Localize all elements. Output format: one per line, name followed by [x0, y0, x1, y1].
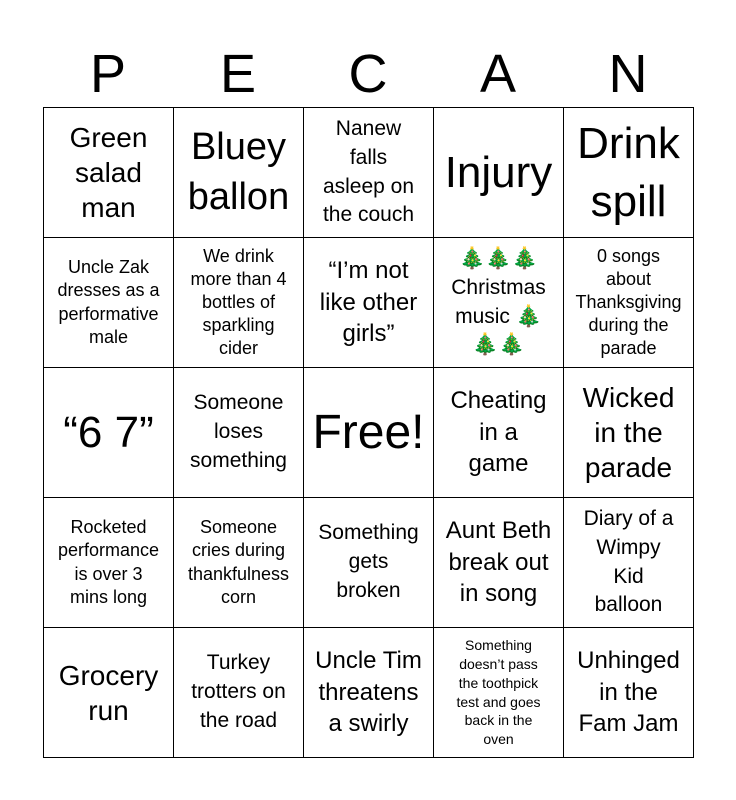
cell-text: Green salad man: [69, 122, 148, 223]
cell-text: Rocketed performance is over 3 mins long: [57, 517, 160, 607]
bingo-cell-r2c5[interactable]: [564, 238, 694, 368]
bingo-cell-r1c2[interactable]: [174, 108, 304, 238]
cell-text: Nanew falls asleep on the couch: [322, 116, 415, 227]
bingo-cell-r4c4[interactable]: [434, 498, 564, 628]
bingo-cell-r1c3[interactable]: [304, 108, 434, 238]
bingo-cell-r2c3[interactable]: [304, 238, 434, 368]
bingo-cell-r4c3[interactable]: [304, 498, 434, 628]
header-letter-n: N: [608, 44, 648, 104]
header-letter-c: C: [348, 44, 388, 104]
cell-text: 0 songs about Thanksgiving during the parade: [575, 245, 682, 359]
cell-text: We drink more than 4 bottles of sparkling cider: [190, 245, 287, 359]
cell-text: Someone loses something: [190, 391, 287, 472]
header-letter-e: E: [219, 44, 257, 104]
bingo-cell-r5c2[interactable]: [174, 628, 304, 758]
bingo-cell-r5c4[interactable]: [434, 628, 564, 758]
cell-text: Uncle Zak dresses as a performative male: [57, 257, 160, 347]
bingo-cell-r4c5[interactable]: [564, 498, 694, 628]
cell-text: Something gets broken: [318, 521, 419, 602]
cell-text: Turkey trotters on the road: [191, 651, 286, 732]
bingo-cell-r1c4[interactable]: [434, 108, 564, 238]
free-space-text: Free!: [312, 405, 425, 459]
cell-text: Drink spill: [577, 119, 680, 226]
cell-text: Uncle Tim threatens a swirly: [315, 646, 422, 738]
bingo-cell-free[interactable]: [304, 368, 434, 498]
cell-text: Someone cries during thankfulness corn: [187, 517, 290, 607]
cell-text: Injury: [444, 147, 553, 197]
cell-text: Cheating in a game: [450, 386, 547, 478]
bingo-cell-r1c1[interactable]: [44, 108, 174, 238]
cell-text: Unhinged in the Fam Jam: [577, 646, 680, 738]
bingo-cell-r2c4[interactable]: [434, 238, 564, 368]
bingo-board: [43, 107, 694, 758]
bingo-cell-r3c5[interactable]: [564, 368, 694, 498]
bingo-cell-r3c1[interactable]: [44, 368, 174, 498]
cell-text: “6 7”: [63, 407, 154, 457]
bingo-header: [43, 40, 693, 108]
cell-text: Grocery run: [58, 659, 159, 726]
cell-text: Diary of a Wimpy Kid balloon: [583, 506, 674, 617]
cell-text: Bluey ballon: [187, 126, 290, 218]
cell-text: 🎄🎄🎄 Christmas music 🎄 🎄🎄: [451, 246, 546, 357]
header-letter-a: A: [479, 44, 517, 104]
bingo-cell-r1c5[interactable]: [564, 108, 694, 238]
bingo-cell-r3c4[interactable]: [434, 368, 564, 498]
bingo-cell-r3c2[interactable]: [174, 368, 304, 498]
bingo-cell-r4c2[interactable]: [174, 498, 304, 628]
bingo-cell-r5c5[interactable]: [564, 628, 694, 758]
cell-text: Wicked in the parade: [582, 382, 675, 483]
bingo-cell-r5c1[interactable]: [44, 628, 174, 758]
cell-text: Aunt Beth break out in song: [445, 516, 552, 608]
bingo-cell-r2c2[interactable]: [174, 238, 304, 368]
cell-text: Something doesn’t pass the toothpick test and goes back in the oven: [456, 636, 541, 748]
bingo-cell-r2c1[interactable]: [44, 238, 174, 368]
cell-text: “I’m not like other girls”: [319, 256, 418, 348]
bingo-cell-r4c1[interactable]: [44, 498, 174, 628]
header-letter-p: P: [89, 44, 127, 104]
bingo-cell-r5c3[interactable]: [304, 628, 434, 758]
